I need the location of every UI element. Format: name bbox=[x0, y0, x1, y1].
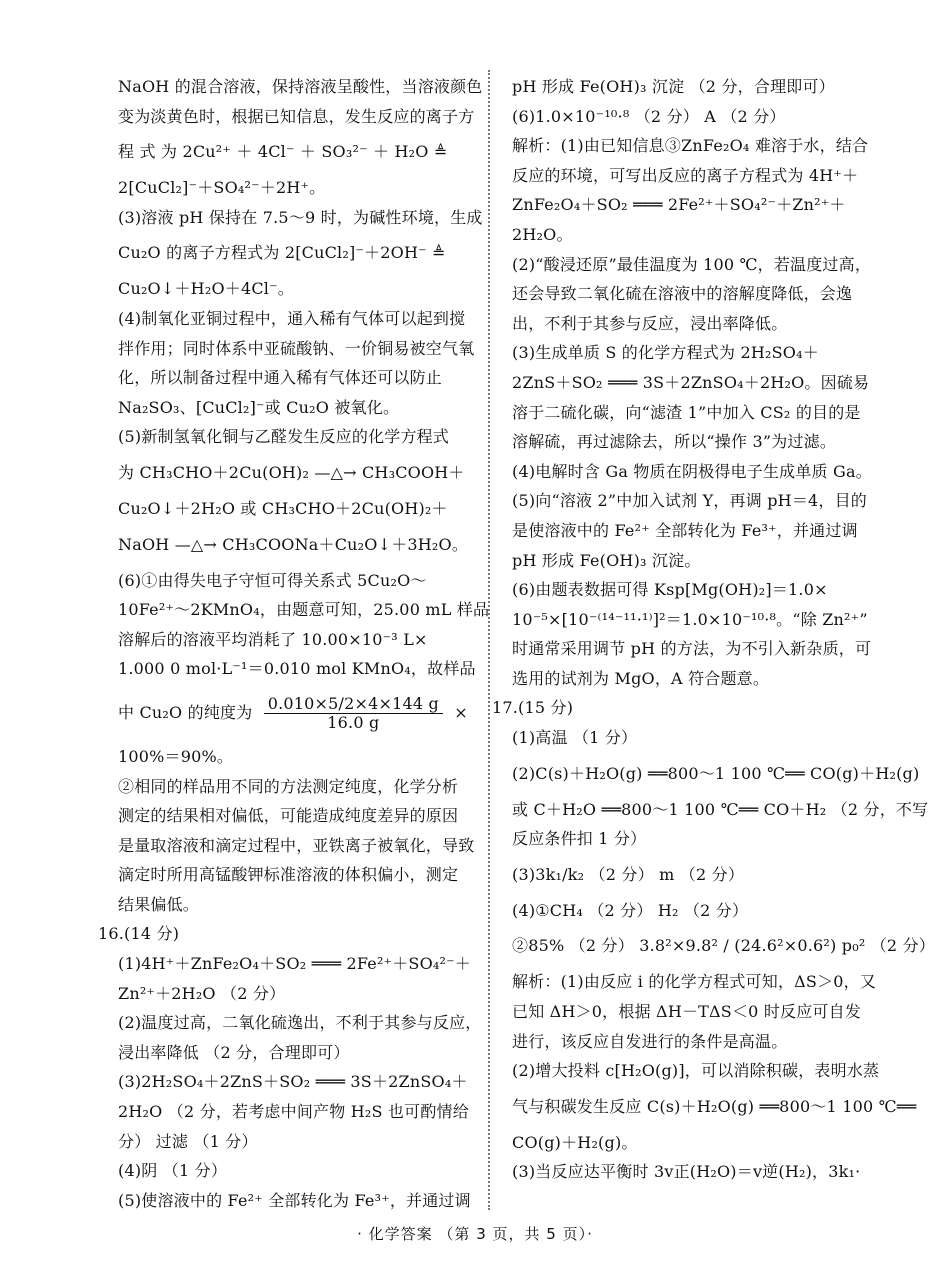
text-line: ②85% （2 分） 3.8²×9.8² / (24.6²×0.6²) p₀² （2 分） bbox=[512, 936, 935, 956]
text-line: 气与积碳发生反应 C(s)＋H₂O(g) ══800～1 100 ℃══ bbox=[512, 1096, 917, 1116]
left-column bbox=[98, 72, 490, 1215]
text-line: ZnFe₂O₄＋SO₂ ═══ 2Fe²⁺＋SO₄²⁻＋Zn²⁺＋ bbox=[512, 195, 846, 215]
text-line: 程 式 为 2Cu²⁺ ＋ 4Cl⁻ ＋ SO₃²⁻ ＋ H₂O ≜ bbox=[118, 142, 448, 162]
column-divider bbox=[488, 70, 490, 1210]
text-line: 变为淡黄色时，根据已知信息，发生反应的离子方 bbox=[118, 106, 475, 126]
text-line: (6)1.0×10⁻¹⁰·⁸ （2 分） A （2 分） bbox=[512, 106, 786, 126]
text-line: (3)生成单质 S 的化学方程式为 2H₂SO₄＋ bbox=[512, 343, 819, 363]
text-line: 2H₂O。 bbox=[512, 224, 573, 244]
text-line: (4)阴 （1 分） bbox=[118, 1161, 228, 1181]
text-line: 100%＝90%。 bbox=[118, 746, 234, 766]
text-line: 2[CuCl₂]⁻＋SO₄²⁻＋2H⁺。 bbox=[118, 178, 326, 198]
text-line: (5)使溶液中的 Fe²⁺ 全部转化为 Fe³⁺，并通过调 bbox=[118, 1190, 471, 1210]
text-line: 滴定时所用高锰酸钾标准溶液的体积偏小，测定 bbox=[118, 865, 459, 885]
text-line: 或 C＋H₂O ══800～1 100 ℃══ CO＋H₂ （2 分，不写 bbox=[512, 799, 929, 819]
text-line: (5)新制氢氧化铜与乙醛发生反应的化学方程式 bbox=[118, 427, 450, 447]
text-line: 2ZnS＋SO₂ ═══ 3S＋2ZnSO₄＋2H₂O。因硫易 bbox=[512, 372, 870, 392]
purity-numerator: 0.010×5/2×4×144 g bbox=[264, 695, 443, 714]
text-line: 10Fe²⁺～2KMnO₄，由题意可知，25.00 mL 样品 bbox=[118, 600, 490, 620]
text-line: (1)高温 （1 分） bbox=[512, 728, 638, 748]
text-line: 已知 ΔH＞0，根据 ΔH－TΔS＜0 时反应可自发 bbox=[512, 1002, 862, 1022]
text-line: 反应的环境，可写出反应的离子方程式为 4H⁺＋ bbox=[512, 165, 859, 185]
text-line: NaOH 的混合溶液，保持溶液呈酸性，当溶液颜色 bbox=[118, 77, 483, 96]
text-line: (2)C(s)＋H₂O(g) ══800～1 100 ℃══ CO(g)＋H₂(g) bbox=[512, 763, 920, 783]
text-line: 为 CH₃CHO＋2Cu(OH)₂ —△→ CH₃COOH＋ bbox=[118, 462, 465, 482]
text-line: 10⁻⁵×[10⁻⁽¹⁴⁻¹¹·¹⁾]²＝1.0×10⁻¹⁰·⁸。“除 Zn²⁺” bbox=[512, 609, 868, 629]
text-line: 进行，该反应自发进行的条件是高温。 bbox=[512, 1031, 788, 1051]
page-footer: · 化学答案 （第 3 页，共 5 页）· bbox=[357, 1225, 593, 1243]
text-line: 1.000 0 mol·L⁻¹＝0.010 mol KMnO₄，故样品 bbox=[118, 659, 476, 679]
text-line: CO(g)＋H₂(g)。 bbox=[512, 1132, 638, 1152]
text-line: Cu₂O↓＋H₂O＋4Cl⁻。 bbox=[118, 279, 294, 299]
purity-suffix: × bbox=[454, 702, 468, 722]
text-line: 测定的结果相对偏低，可能造成纯度差异的原因 bbox=[118, 806, 459, 826]
text-line: 溶解硫，再过滤除去，所以“操作 3”为过滤。 bbox=[512, 432, 837, 452]
text-line: pH 形成 Fe(OH)₃ 沉淀 （2 分，合理即可） bbox=[512, 77, 835, 96]
text-line: pH 形成 Fe(OH)₃ 沉淀。 bbox=[512, 550, 701, 570]
text-line: 溶解后的溶液平均消耗了 10.00×10⁻³ L× bbox=[118, 629, 428, 649]
text-line: ②相同的样品用不同的方法测定纯度，化学分析 bbox=[118, 776, 459, 796]
purity-formula-line bbox=[118, 684, 468, 742]
question-17-header: 17.(15 分) bbox=[492, 698, 574, 718]
text-line: (4)①CH₄ （2 分） H₂ （2 分） bbox=[512, 900, 749, 920]
text-line: 2H₂O （2 分，若考虑中间产物 H₂S 也可酌情给 bbox=[118, 1102, 469, 1122]
text-line: 分） 过滤 （1 分） bbox=[118, 1131, 258, 1151]
text-line: Cu₂O 的离子方程式为 2[CuCl₂]⁻＋2OH⁻ ≜ bbox=[118, 243, 446, 263]
text-line: 是使溶液中的 Fe²⁺ 全部转化为 Fe³⁺，并通过调 bbox=[512, 520, 858, 540]
purity-denominator: 16.0 g bbox=[327, 712, 380, 732]
text-line: 选用的试剂为 MgO，A 符合题意。 bbox=[512, 668, 770, 688]
text-line: (2)增大投料 c[H₂O(g)]，可以消除积碳，表明水蒸 bbox=[512, 1061, 880, 1081]
text-line: 结果偏低。 bbox=[118, 894, 200, 914]
text-line: 溶于二硫化碳，向“滤渣 1”中加入 CS₂ 的目的是 bbox=[512, 402, 861, 422]
text-line: 拌作用；同时体系中亚硫酸钠、一价铜易被空气氧 bbox=[118, 338, 475, 358]
text-line: Zn²⁺＋2H₂O （2 分） bbox=[118, 983, 286, 1003]
text-line: Na₂SO₃、[CuCl₂]⁻或 Cu₂O 被氧化。 bbox=[118, 397, 400, 417]
text-line: (3)溶液 pH 保持在 7.5～9 时，为碱性环境，生成 bbox=[118, 207, 483, 227]
text-line: (6)由题表数据可得 Ksp[Mg(OH)₂]＝1.0× bbox=[512, 580, 828, 600]
right-column bbox=[492, 72, 935, 1187]
text-line: (3)2H₂SO₄＋2ZnS＋SO₂ ═══ 3S＋2ZnSO₄＋ bbox=[118, 1072, 468, 1092]
text-line: 还会导致二氧化硫在溶液中的溶解度降低，会逸 bbox=[512, 284, 853, 304]
text-line: (4)制氧化亚铜过程中，通入稀有气体可以起到搅 bbox=[118, 308, 466, 328]
purity-fraction bbox=[264, 695, 443, 732]
question-16-header: 16.(14 分) bbox=[98, 924, 180, 944]
text-line: 出，不利于其参与反应，浸出率降低。 bbox=[512, 313, 788, 333]
text-line: 反应条件扣 1 分） bbox=[512, 829, 647, 849]
text-line: (3)当反应达平衡时 3v正(H₂O)＝v逆(H₂)，3k₁· bbox=[512, 1162, 861, 1182]
text-line: (3)3k₁/k₂ （2 分） m （2 分） bbox=[512, 864, 745, 884]
text-line: (2)“酸浸还原”最佳温度为 100 ℃，若温度过高， bbox=[512, 254, 872, 274]
text-line: Cu₂O↓＋2H₂O 或 CH₃CHO＋2Cu(OH)₂＋ bbox=[118, 498, 448, 518]
text-line: 浸出率降低 （2 分，合理即可） bbox=[118, 1042, 350, 1062]
text-line: 化，所以制备过程中通入稀有气体还可以防止 bbox=[118, 368, 443, 388]
text-line: (4)电解时含 Ga 物质在阴极得电子生成单质 Ga。 bbox=[512, 461, 872, 481]
text-line: 是量取溶液和滴定过程中，亚铁离子被氧化，导致 bbox=[118, 835, 475, 855]
text-line: 时通常采用调节 pH 的方法，为不引入新杂质，可 bbox=[512, 639, 872, 659]
text-line: NaOH —△→ CH₃COONa＋Cu₂O↓＋3H₂O。 bbox=[118, 534, 469, 554]
text-line: 解析：(1)由已知信息③ZnFe₂O₄ 难溶于水，结合 bbox=[512, 136, 869, 156]
text-line: (5)向“溶液 2”中加入试剂 Y，再调 pH＝4，目的 bbox=[512, 491, 867, 511]
purity-prefix: 中 Cu₂O 的纯度为 bbox=[118, 702, 253, 722]
text-line: (2)温度过高，二氧化硫逸出，不利于其参与反应， bbox=[118, 1013, 482, 1033]
text-line: 解析：(1)由反应 i 的化学方程式可知，ΔS＞0，又 bbox=[512, 972, 877, 992]
text-line: (1)4H⁺＋ZnFe₂O₄＋SO₂ ═══ 2Fe²⁺＋SO₄²⁻＋ bbox=[118, 954, 471, 974]
text-line: (6)①由得失电子守恒可得关系式 5Cu₂O～ bbox=[118, 570, 427, 590]
